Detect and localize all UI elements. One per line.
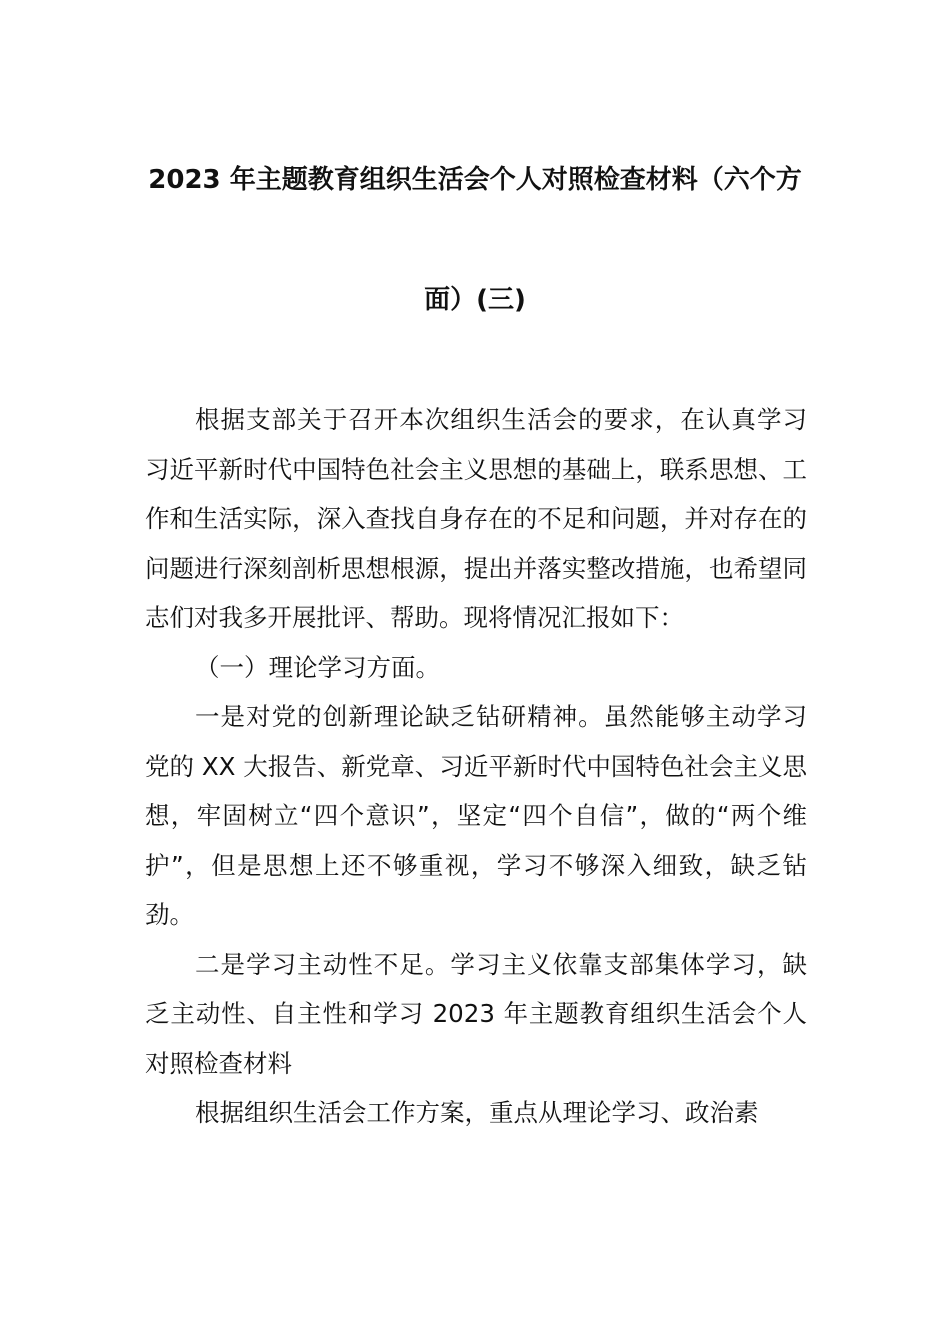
document-title-line-1: 2023 年主题教育组织生活会个人对照检查材料（六个方: [148, 165, 802, 195]
section-heading-theory-study: （一）理论学习方面。: [195, 652, 440, 682]
paragraph-work-plan: 根据组织生活会工作方案，重点从理论学习、政治素: [195, 1098, 759, 1127]
paragraph-intro: 根据支部关于召开本次组织生活会的要求，在认真学习习近平新时代中国特色社会主义思想的基础上，联系思想、工作和生活实际，深入查找自身存在的不足和问题，并对存在的问题进行深刻剖析思想根源，提出并落实整改措施，也希望同志们对我多开展批评、帮助。现将情况汇报如下：: [145, 405, 807, 632]
document-title-line-2: 面）(三): [424, 285, 526, 315]
document-body: [145, 395, 807, 1138]
paragraph-point-one: 一是对党的创新理论缺乏钻研精神。虽然能够主动学习党的 XX 大报告、新党章、习近平新时代中国特色社会主义思想，牢固树立“四个意识”，坚定“四个自信”，做的“两个维护”，但是思想上还不够重视，学习不够深入细致，缺乏钻劲。: [145, 702, 807, 929]
paragraph-point-two: 二是学习主动性不足。学习主义依靠支部集体学习，缺乏主动性、自主性和学习 2023 年主题教育组织生活会个人对照检查材料: [145, 949, 807, 1078]
